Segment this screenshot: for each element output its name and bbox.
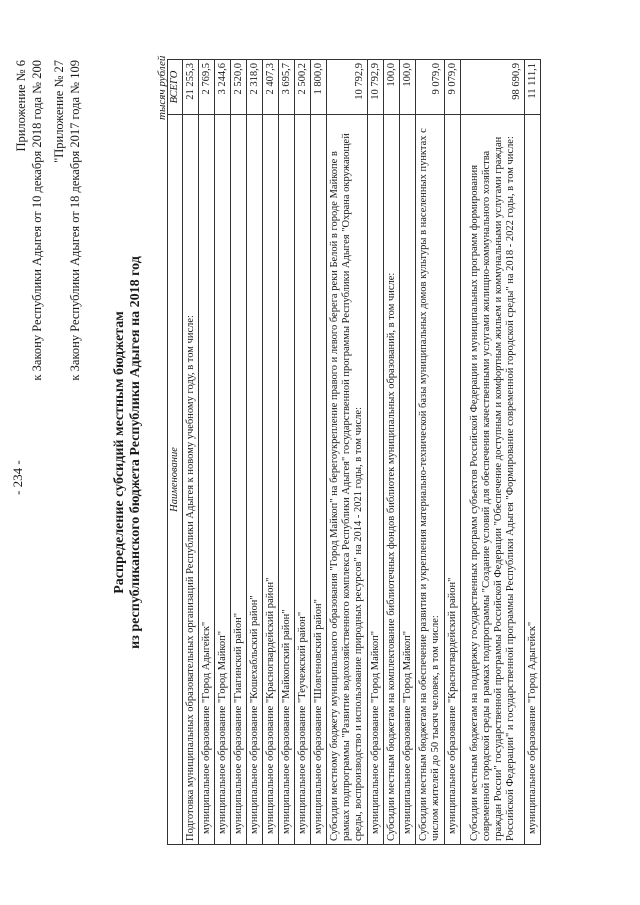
row-name: Субсидии местным бюджетам на комплектование библиотечных фондов библиотек муниципальных образований, в том числе: bbox=[384, 115, 400, 845]
row-value: 10 792,9 bbox=[327, 60, 368, 115]
table-row bbox=[215, 60, 231, 845]
row-name: муниципальное образование "Шовгеновский район" bbox=[311, 115, 327, 845]
row-value: 2 500,2 bbox=[295, 60, 311, 115]
row-value: 2 407,3 bbox=[263, 60, 279, 115]
row-value: 98 690,9 bbox=[461, 60, 525, 115]
appendix-line-2: к Закону Республики Адыгея от 10 декабря 2018 года № 200 bbox=[30, 60, 44, 381]
appendix-line-3: "Приложение № 27 bbox=[52, 60, 66, 163]
row-name: Субсидии местному бюджету муниципального образования "Город Майкоп" на берегоукрепление правого и левого берега реки Белой в городе Майкопе в рамках подпрограммы "Развитие водохозяйственного комплекса Республики Адыгея" государственной программы Республики Адыгея "Охрана окружающей среды, воспроизводство и использование природных ресурсов" на 2014 - 2021 годы, в том числе: bbox=[327, 115, 368, 845]
row-value: 2 769,5 bbox=[199, 60, 215, 115]
table-row bbox=[327, 60, 368, 845]
row-name: Субсидии местным бюджетам на поддержку государственных программ субъектов Российской Федерации и муниципальных программ формирования современной городской среды в рамках подпрограммы "Создание условий для обеспечения качественными услугами жилищно-коммунального хозяйства граждан России" государственной программы Российской Федерации "Обеспечение доступным и комфортным жильем и коммунальными услугами граждан Российской Федерации" и государственной программы Республики Адыгея "Формирование современной городской среды" на 2018 - 2022 годы, в том числе: bbox=[461, 115, 525, 845]
row-name: муниципальное образование "Красногвардейский район" bbox=[263, 115, 279, 845]
row-value: 1 800,0 bbox=[311, 60, 327, 115]
row-name: муниципальное образование "Город Майкоп" bbox=[215, 115, 231, 845]
document-subtitle: из республиканского бюджета Республики Адыгея на 2018 год bbox=[128, 256, 143, 649]
appendix-line-4: к Закону Республики Адыгея от 18 декабря 2017 года № 109 bbox=[68, 60, 82, 381]
table-row bbox=[295, 60, 311, 845]
table-row bbox=[400, 60, 416, 845]
table-row bbox=[416, 60, 445, 845]
row-value: 100,0 bbox=[384, 60, 400, 115]
row-value: 3 695,7 bbox=[279, 60, 295, 115]
row-name: Подготовка муниципальных образовательных организаций Республики Адыгея к новому учебному году, в том числе: bbox=[183, 115, 199, 845]
table-row bbox=[461, 60, 525, 845]
table-row bbox=[384, 60, 400, 845]
row-name: муниципальное образование "Город Адыгейск" bbox=[525, 115, 541, 845]
row-name: муниципальное образование "Майкопский район" bbox=[279, 115, 295, 845]
row-value: 9 079,0 bbox=[416, 60, 445, 115]
table-row bbox=[231, 60, 247, 845]
row-value: 3 244,6 bbox=[215, 60, 231, 115]
table-row bbox=[279, 60, 295, 845]
row-value: 2 318,0 bbox=[247, 60, 263, 115]
table-row bbox=[445, 60, 461, 845]
appendix-line-1: Приложение № 6 bbox=[14, 60, 28, 152]
table-row bbox=[311, 60, 327, 845]
row-value: 10 792,9 bbox=[368, 60, 384, 115]
row-name: Субсидии местным бюджетам на обеспечение развития и укрепления материально-технической базы муниципальных домов культуры в населенных пунктах с числом жителей до 50 тысяч человек, в том числе: bbox=[416, 115, 445, 845]
table-row bbox=[525, 60, 541, 845]
page-number: - 234 - bbox=[10, 460, 25, 495]
row-value: 21 255,3 bbox=[183, 60, 199, 115]
row-value: 100,0 bbox=[400, 60, 416, 115]
table-row bbox=[263, 60, 279, 845]
row-value: 9 079,0 bbox=[445, 60, 461, 115]
column-header-name: Наименование bbox=[168, 115, 183, 845]
row-value: 11 111,1 bbox=[525, 60, 541, 115]
row-name: муниципальное образование "Теучежский район" bbox=[295, 115, 311, 845]
table-row bbox=[247, 60, 263, 845]
row-value: 2 520,0 bbox=[231, 60, 247, 115]
row-name: муниципальное образование "Кошехабльский район" bbox=[247, 115, 263, 845]
table-row bbox=[368, 60, 384, 845]
row-name: муниципальное образование "Город Майкоп" bbox=[400, 115, 416, 845]
table-row bbox=[183, 60, 199, 845]
units-label: тысяч рублей bbox=[156, 55, 168, 120]
document-title: Распределение субсидий местным бюджетам bbox=[112, 311, 127, 594]
row-name: муниципальное образование "Красногвардейский район" bbox=[445, 115, 461, 845]
column-header-total: ВСЕГО bbox=[168, 60, 183, 115]
table-row bbox=[199, 60, 215, 845]
row-name: муниципальное образование "Город Майкоп" bbox=[368, 115, 384, 845]
row-name: муниципальное образование "Гиагинский район" bbox=[231, 115, 247, 845]
subsidies-table bbox=[167, 59, 541, 845]
row-name: муниципальное образование "Город Адыгейск" bbox=[199, 115, 215, 845]
